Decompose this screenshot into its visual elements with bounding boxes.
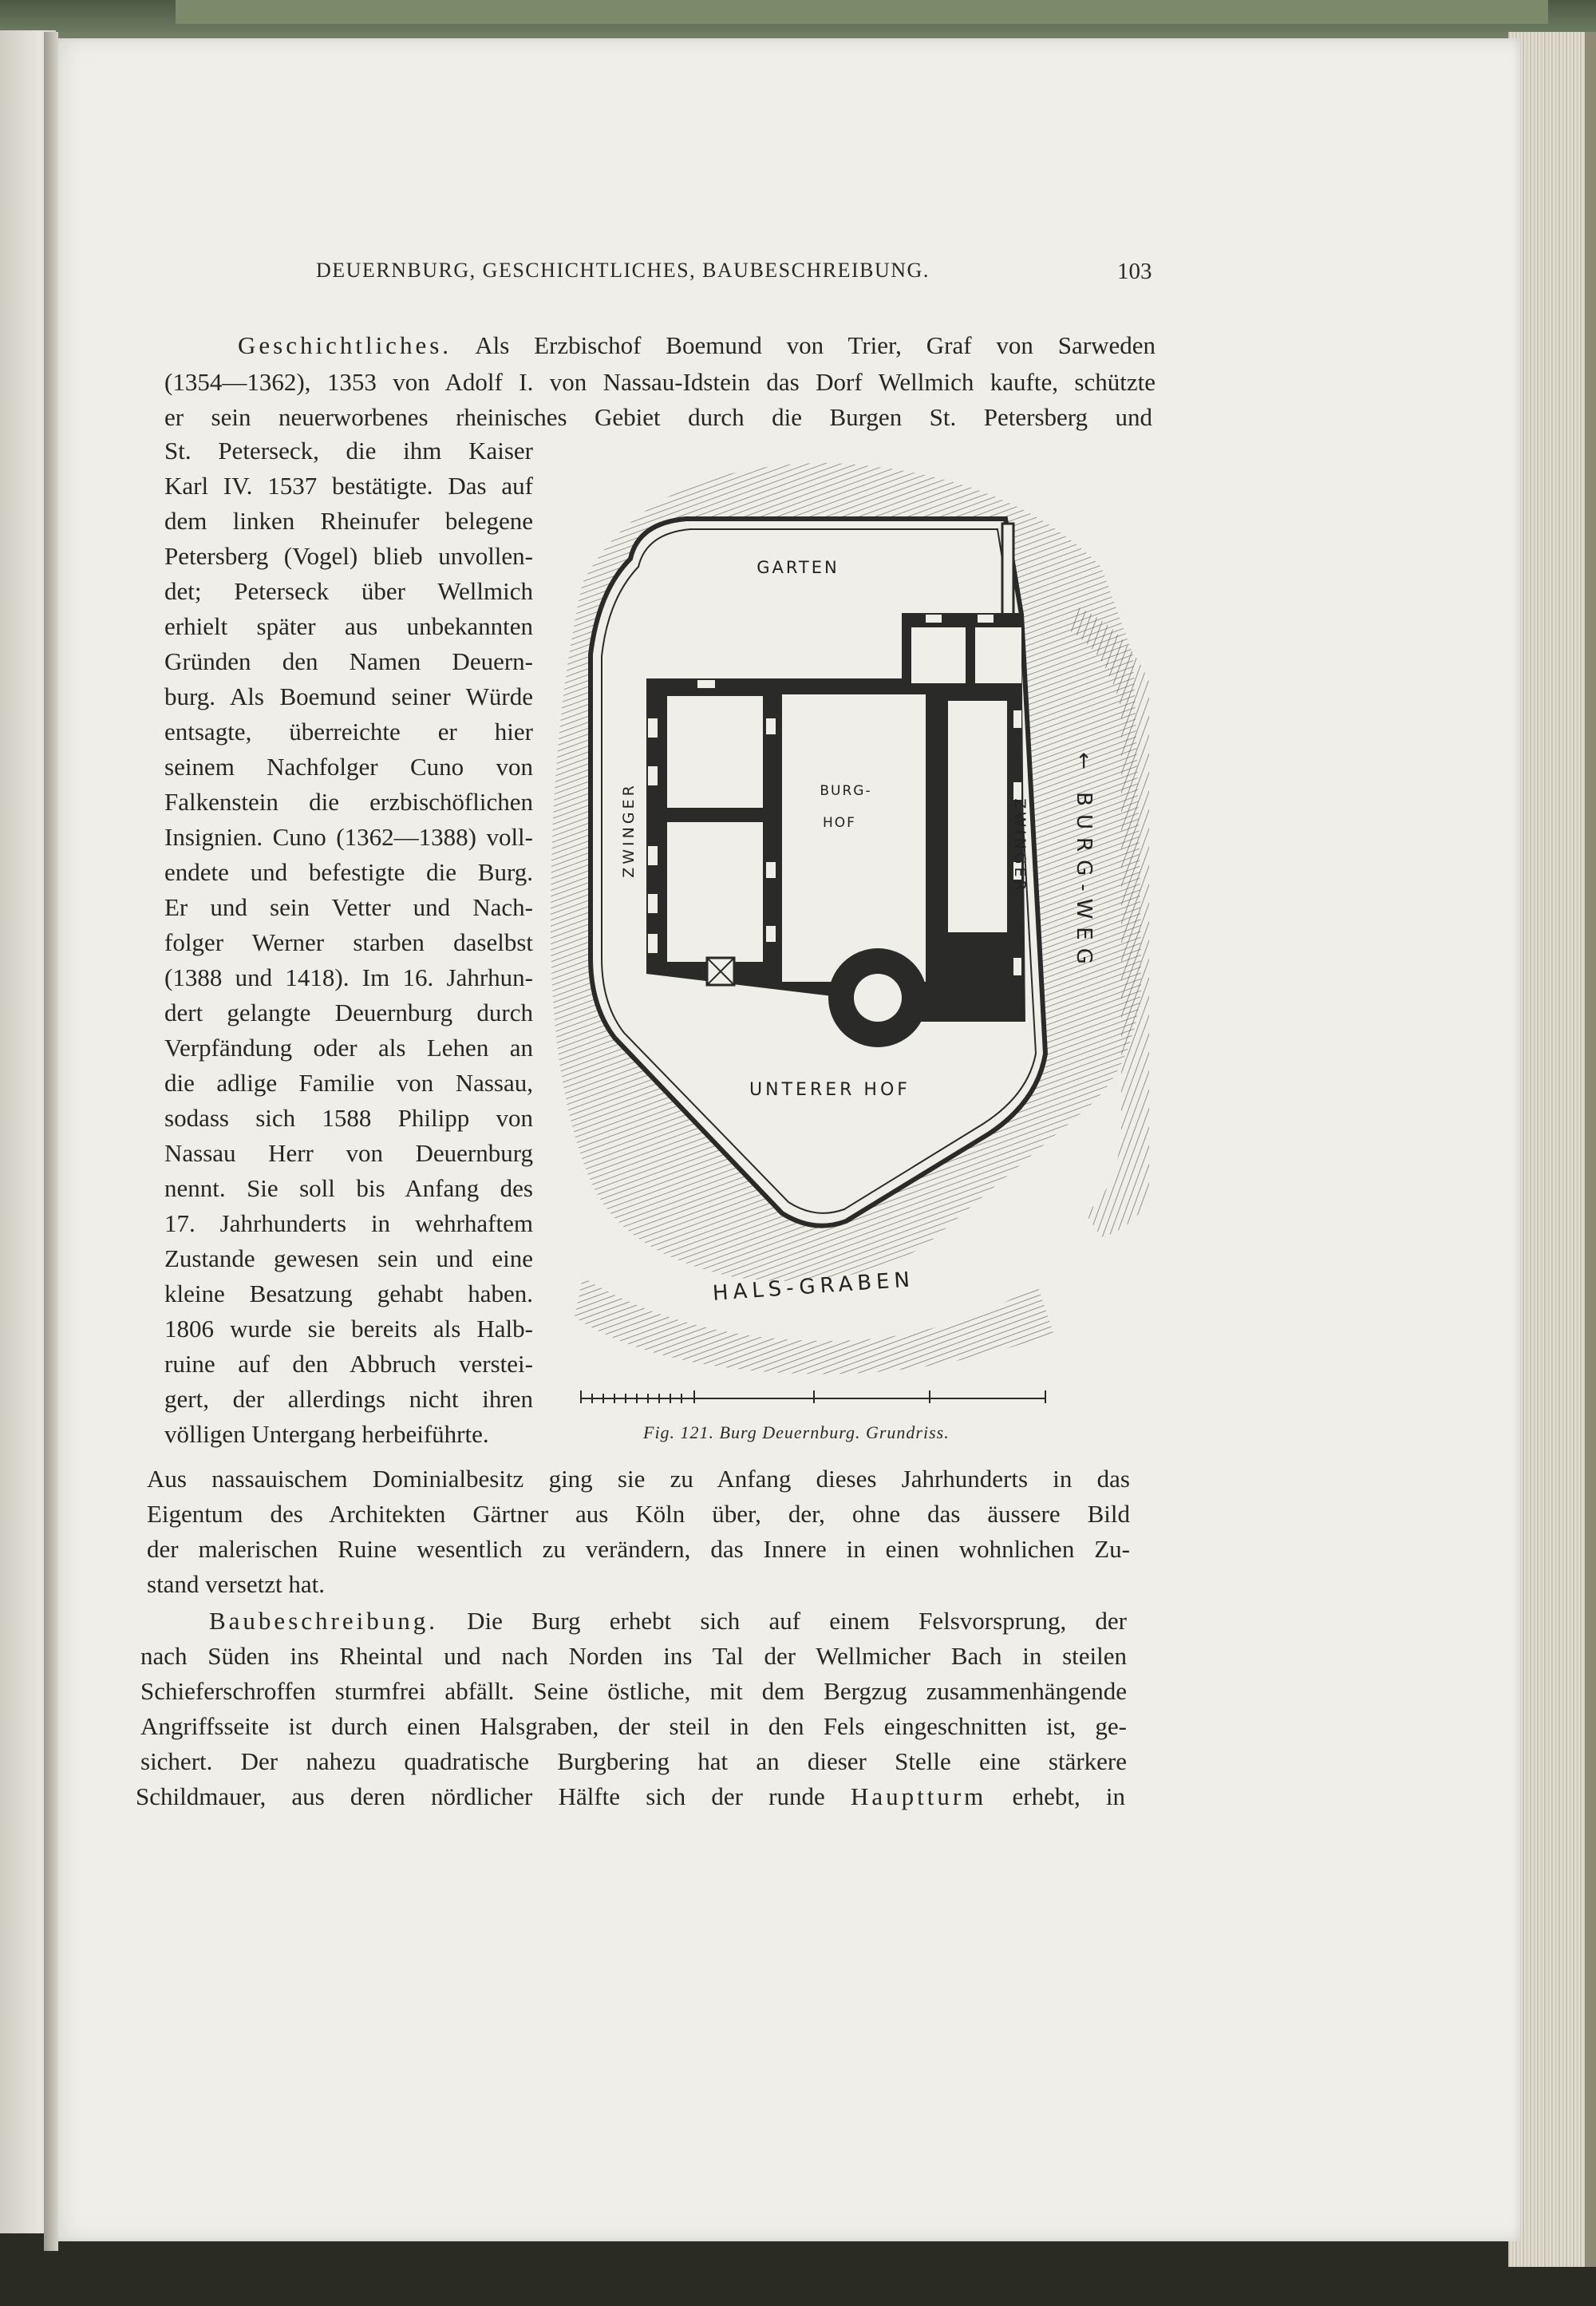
text-line-wide-2: Eigentum des Architekten Gärtner aus Köln über, der, ohne das äussere Bild	[147, 1500, 1130, 1528]
text-line-bau-6	[136, 1778, 1125, 1815]
text-line-bau-5: sichert. Der nahezu quadratische Burgbering hat an dieser Stelle eine stärkere	[140, 1747, 1127, 1775]
narrow-line-8: burg. Als Boemund seiner Würde	[164, 682, 533, 710]
narrow-line-16: (1388 und 1418). Im 16. Jahrhun-	[164, 963, 533, 991]
text-line-bau-6-b: erhebt, in	[1012, 1782, 1126, 1810]
stack-outer-edge	[1585, 32, 1596, 2267]
room-left-upper	[667, 696, 763, 808]
room-top-left	[911, 627, 966, 683]
label-burghof-1: BURG-	[820, 783, 872, 799]
label-unterer-hof: UNTERER HOF	[749, 1080, 911, 1100]
narrow-line-3: dem linken Rheinufer belegene	[164, 507, 533, 535]
narrow-line-25: kleine Besatzung gehabt haben.	[164, 1280, 533, 1307]
page-stack-edge	[1508, 32, 1596, 2267]
label-halsgraben: HALS-GRABEN	[712, 1268, 915, 1306]
section-head-baubeschreibung: Baubeschreibung.	[209, 1607, 438, 1635]
text-line-bau-4: Angriffsseite ist durch einen Halsgraben, der steil in den Fels eingeschnitten ist, ge-	[140, 1712, 1127, 1740]
narrow-line-26: 1806 wurde sie bereits als Halb-	[164, 1315, 533, 1343]
section-head-geschichtliches: Geschichtliches.	[238, 331, 452, 359]
room-right	[948, 701, 1007, 932]
label-zwinger-right: ZWINGER	[1011, 798, 1029, 894]
burghof-court	[782, 694, 926, 982]
narrow-line-6: erhielt später aus unbekannten	[164, 612, 533, 640]
spaced-term-hauptturm: Hauptturm	[850, 1782, 987, 1810]
narrow-line-22: nennt. Sie soll bis Anfang des	[164, 1174, 533, 1202]
label-burgweg: ← BURG-WEG	[1072, 752, 1096, 972]
running-title: DEUERNBURG, GESCHICHTLICHES, BAUBESCHREIBUNG.	[316, 259, 930, 282]
text-line-bau-1-rest: Die Burg erhebt sich auf einem Felsvorsprung, der	[467, 1607, 1128, 1635]
text-line-3: er sein neuerworbenes rheinisches Gebiet durch die Burgen St. Petersberg und	[164, 403, 1152, 431]
text-line-bau-6-a: Schildmauer, aus deren nördlicher Hälfte sich der runde	[136, 1782, 825, 1810]
narrow-line-5: det; Peterseck über Wellmich	[164, 577, 533, 605]
text-line-2: (1354—1362), 1353 von Adolf I. von Nassau-Idstein das Dorf Wellmich kaufte, schützte	[164, 368, 1156, 396]
narrow-line-4: Petersberg (Vogel) blieb unvollen-	[164, 542, 533, 570]
narrow-line-24: Zustande gewesen sein und eine	[164, 1244, 533, 1272]
text-line-bau-1	[209, 1603, 1127, 1640]
text-line-wide-3: der malerischen Ruine wesentlich zu verändern, das Innere in einen wohnlichen Zu-	[147, 1535, 1130, 1563]
book-spine-shadow	[44, 32, 58, 2251]
narrow-line-15: folger Werner starben daselbst	[164, 928, 533, 956]
garten-wall	[1002, 524, 1013, 619]
narrow-line-13: endete und befestigte die Burg.	[164, 858, 533, 886]
narrow-line-17: dert gelangte Deuernburg durch	[164, 999, 533, 1026]
text-line-wide-4: stand versetzt hat.	[147, 1570, 325, 1598]
narrow-line-9: entsagte, überreichte er hier	[164, 718, 533, 746]
castle-plan-drawing	[527, 447, 1149, 1405]
figure-caption: Fig. 121. Burg Deuernburg. Grundriss.	[643, 1422, 950, 1442]
narrow-line-12: Insignien. Cuno (1362—1388) voll-	[164, 823, 533, 851]
narrow-line-27: ruine auf den Abbruch verstei-	[164, 1350, 533, 1378]
narrow-line-2: Karl IV. 1537 bestätigte. Das auf	[164, 472, 533, 500]
label-garten: GARTEN	[757, 558, 839, 577]
label-zwinger-left: ZWINGER	[620, 782, 638, 878]
castle-ground-plan-figure	[527, 447, 1149, 1405]
background-tint	[176, 0, 1548, 24]
narrow-line-1: St. Peterseck, die ihm Kaiser	[164, 437, 533, 465]
text-line-1	[238, 327, 1156, 364]
text-line-bau-3: Schieferschroffen sturmfrei abfällt. Seine östliche, mit dem Bergzug zusammenhängende	[140, 1677, 1127, 1705]
text-line-wide-1: Aus nassauischem Dominialbesitz ging sie zu Anfang dieses Jahrhunderts in das	[147, 1465, 1130, 1493]
narrow-line-7: Gründen den Namen Deuern-	[164, 647, 533, 675]
label-burghof-2: HOF	[823, 815, 856, 831]
narrow-line-14: Er und sein Vetter und Nach-	[164, 893, 533, 921]
narrow-line-28: gert, der allerdings nicht ihren	[164, 1385, 533, 1413]
text-line-bau-2: nach Süden ins Rheintal und nach Norden ins Tal der Wellmicher Bach in steilen	[140, 1642, 1127, 1670]
text-line-1-rest: Als Erzbischof Boemund von Trier, Graf von Sarweden	[475, 331, 1156, 359]
narrow-line-10: seinem Nachfolger Cuno von	[164, 753, 533, 781]
narrow-line-18: Verpfändung oder als Lehen an	[164, 1034, 533, 1062]
narrow-line-29: völligen Untergang herbeiführte.	[164, 1420, 489, 1448]
narrow-line-20: sodass sich 1588 Philipp von	[164, 1104, 533, 1132]
scale-bar	[581, 1390, 1045, 1403]
narrow-line-23: 17. Jahrhunderts in wehrhaftem	[164, 1209, 533, 1237]
round-keep-interior	[854, 974, 902, 1022]
narrow-line-19: die adlige Familie von Nassau,	[164, 1069, 533, 1097]
room-left-lower	[667, 822, 763, 962]
room-top-right	[975, 627, 1021, 683]
page-number: 103	[1117, 259, 1152, 284]
narrow-line-21: Nassau Herr von Deuernburg	[164, 1139, 533, 1167]
narrow-line-11: Falkenstein die erzbischöflichen	[164, 788, 533, 816]
